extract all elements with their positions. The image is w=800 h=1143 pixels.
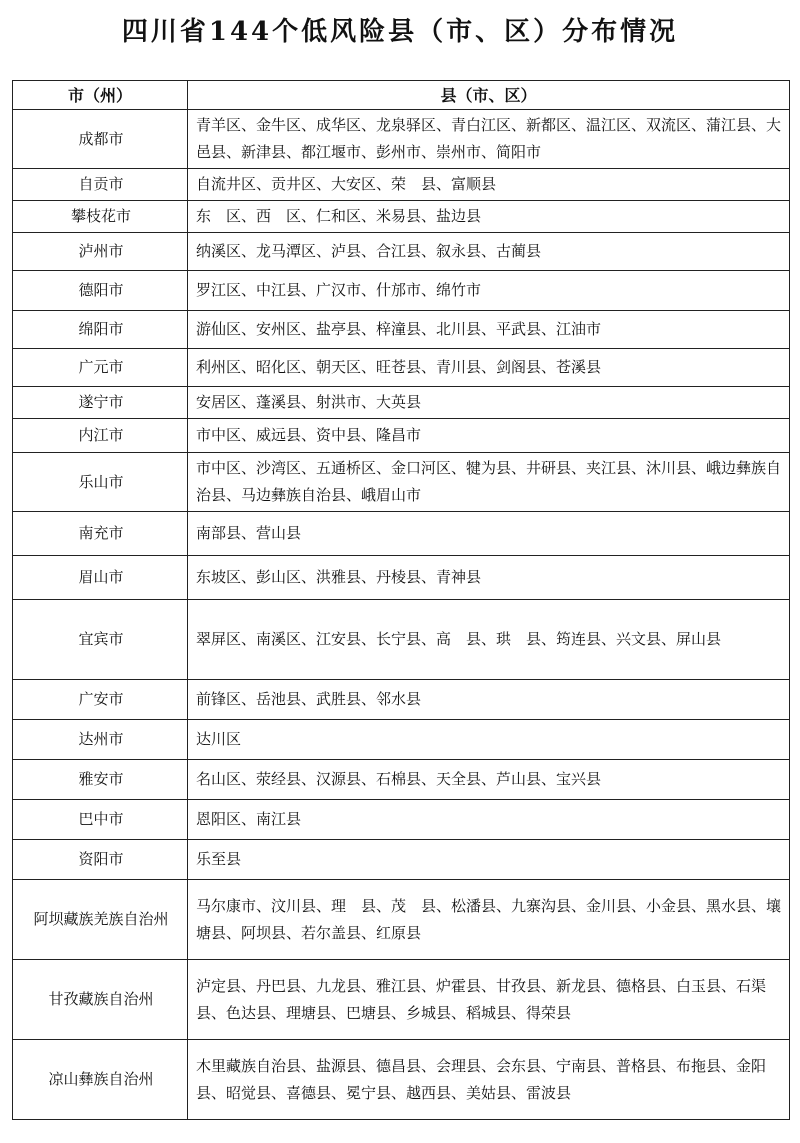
counties-cell: 乐至县 (188, 840, 790, 880)
counties-cell: 南部县、营山县 (188, 512, 790, 556)
counties-cell: 游仙区、安州区、盐亭县、梓潼县、北川县、平武县、江油市 (188, 311, 790, 349)
table-row (13, 1040, 790, 1120)
counties-cell: 安居区、蓬溪县、射洪市、大英县 (188, 387, 790, 419)
table-row (13, 201, 790, 233)
counties-cell: 罗江区、中江县、广汉市、什邡市、绵竹市 (188, 271, 790, 311)
city-cell: 内江市 (13, 419, 188, 453)
city-cell: 眉山市 (13, 556, 188, 600)
table-row (13, 271, 790, 311)
counties-cell: 纳溪区、龙马潭区、泸县、合江县、叙永县、古蔺县 (188, 233, 790, 271)
city-cell: 成都市 (13, 110, 188, 169)
table-row (13, 720, 790, 760)
counties-cell: 青羊区、金牛区、成华区、龙泉驿区、青白江区、新都区、温江区、双流区、蒲江县、大邑县、新津县、都江堰市、彭州市、崇州市、简阳市 (188, 110, 790, 169)
counties-cell: 市中区、沙湾区、五通桥区、金口河区、犍为县、井研县、夹江县、沐川县、峨边彝族自治县、马边彝族自治县、峨眉山市 (188, 453, 790, 512)
table-row (13, 960, 790, 1040)
counties-cell: 东坡区、彭山区、洪雅县、丹棱县、青神县 (188, 556, 790, 600)
counties-cell: 自流井区、贡井区、大安区、荣 县、富顺县 (188, 169, 790, 201)
table-row (13, 600, 790, 680)
table-row (13, 419, 790, 453)
header-city: 市（州） (13, 81, 188, 110)
counties-cell: 翠屏区、南溪区、江安县、长宁县、高 县、珙 县、筠连县、兴文县、屏山县 (188, 600, 790, 680)
city-cell: 广元市 (13, 349, 188, 387)
city-cell: 广安市 (13, 680, 188, 720)
table-row (13, 880, 790, 960)
table-row (13, 169, 790, 201)
table-header-row (13, 81, 790, 110)
table-row (13, 680, 790, 720)
counties-cell: 恩阳区、南江县 (188, 800, 790, 840)
counties-cell: 木里藏族自治县、盐源县、德昌县、会理县、会东县、宁南县、普格县、布拖县、金阳县、昭觉县、喜德县、冕宁县、越西县、美姑县、雷波县 (188, 1040, 790, 1120)
city-cell: 甘孜藏族自治州 (13, 960, 188, 1040)
table-row (13, 110, 790, 169)
city-cell: 自贡市 (13, 169, 188, 201)
city-cell: 攀枝花市 (13, 201, 188, 233)
counties-cell: 名山区、荥经县、汉源县、石棉县、天全县、芦山县、宝兴县 (188, 760, 790, 800)
city-cell: 资阳市 (13, 840, 188, 880)
table-row (13, 453, 790, 512)
counties-cell: 泸定县、丹巴县、九龙县、雅江县、炉霍县、甘孜县、新龙县、德格县、白玉县、石渠县、色达县、理塘县、巴塘县、乡城县、稻城县、得荣县 (188, 960, 790, 1040)
table-row (13, 512, 790, 556)
city-cell: 达州市 (13, 720, 188, 760)
table-row (13, 349, 790, 387)
city-cell: 德阳市 (13, 271, 188, 311)
table-row (13, 800, 790, 840)
city-cell: 凉山彝族自治州 (13, 1040, 188, 1120)
city-cell: 遂宁市 (13, 387, 188, 419)
county-table (12, 80, 790, 1120)
table-row (13, 233, 790, 271)
table-row (13, 387, 790, 419)
counties-cell: 市中区、威远县、资中县、隆昌市 (188, 419, 790, 453)
city-cell: 绵阳市 (13, 311, 188, 349)
city-cell: 阿坝藏族羌族自治州 (13, 880, 188, 960)
counties-cell: 达川区 (188, 720, 790, 760)
table-row (13, 556, 790, 600)
counties-cell: 东 区、西 区、仁和区、米易县、盐边县 (188, 201, 790, 233)
page-title: 四川省144个低风险县（市、区）分布情况 (121, 17, 679, 47)
counties-cell: 前锋区、岳池县、武胜县、邻水县 (188, 680, 790, 720)
table-row (13, 840, 790, 880)
city-cell: 泸州市 (13, 233, 188, 271)
city-cell: 乐山市 (13, 453, 188, 512)
city-cell: 巴中市 (13, 800, 188, 840)
table-row (13, 760, 790, 800)
city-cell: 南充市 (13, 512, 188, 556)
city-cell: 宜宾市 (13, 600, 188, 680)
counties-cell: 利州区、昭化区、朝天区、旺苍县、青川县、剑阁县、苍溪县 (188, 349, 790, 387)
table-row (13, 311, 790, 349)
counties-cell: 马尔康市、汶川县、理 县、茂 县、松潘县、九寨沟县、金川县、小金县、黑水县、壤塘县、阿坝县、若尔盖县、红原县 (188, 880, 790, 960)
header-counties: 县（市、区） (188, 81, 790, 110)
city-cell: 雅安市 (13, 760, 188, 800)
